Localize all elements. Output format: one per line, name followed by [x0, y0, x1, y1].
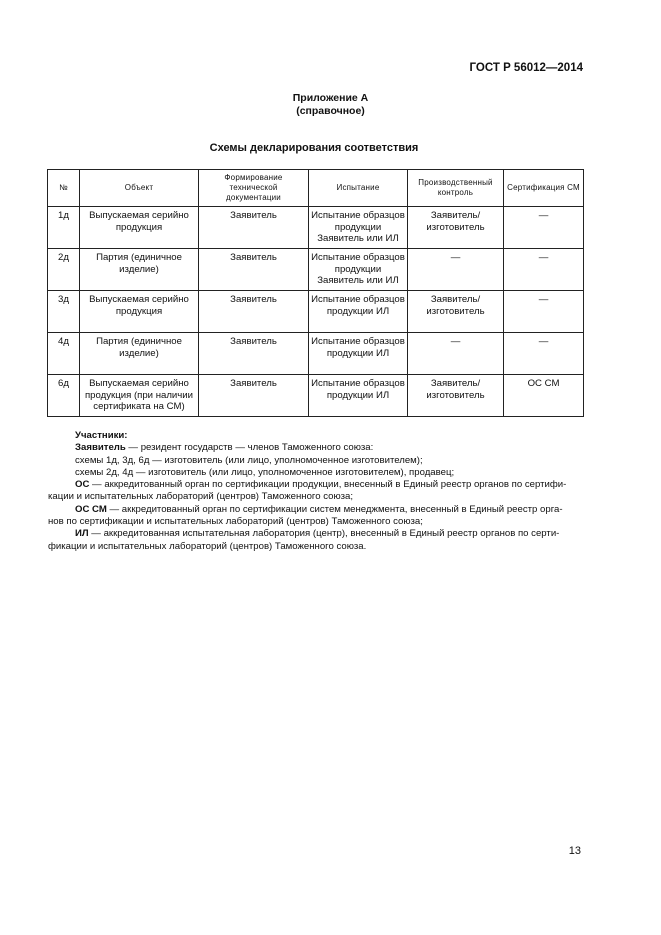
column-header-tech-docs: Формирование технической документации: [199, 170, 309, 207]
cell-production-control: Заявитель/ изготовитель: [408, 291, 504, 333]
applicant-def-text: — резидент государств — членов Таможенного союза:: [125, 442, 374, 454]
cell-sm-certification: —: [504, 333, 584, 375]
cell-testing: Испытание образцов продукции Заявитель или ИЛ: [309, 207, 408, 249]
column-header-object: Объект: [80, 170, 199, 207]
cell-production-control: —: [408, 249, 504, 291]
cell-object: Выпускаемая серийно продукция (при наличии сертификата на СМ): [80, 375, 199, 417]
cell-production-control: Заявитель/ изготовитель: [408, 375, 504, 417]
il-definition: [75, 528, 585, 540]
table-row: [48, 333, 584, 375]
cell-number: 2д: [48, 249, 80, 291]
column-header-number: №: [48, 170, 80, 207]
cell-number: 6д: [48, 375, 80, 417]
cell-tech-docs: Заявитель: [199, 333, 309, 375]
participants-notes: [48, 430, 585, 553]
scheme-line-1: схемы 1д, 3д, 6д — изготовитель (или лицо, уполномоченное изготовителем);: [75, 454, 423, 466]
table-row: [48, 249, 584, 291]
participants-heading: Участники:: [75, 430, 128, 441]
column-header-testing: Испытание: [309, 170, 408, 207]
cell-tech-docs: Заявитель: [199, 291, 309, 333]
table-row: [48, 207, 584, 249]
cell-testing: Испытание образцов продукции Заявитель или ИЛ: [309, 249, 408, 291]
cell-object: Выпускаемая серийно продукция: [80, 207, 199, 249]
cell-testing: Испытание образцов продукции ИЛ: [309, 291, 408, 333]
os-def-text: — аккредитованный орган по сертификации продукции, внесенный в Единый реестр органов по сертифи-: [89, 479, 567, 491]
cell-testing: Испытание образцов продукции ИЛ: [309, 333, 408, 375]
page-number: 13: [568, 845, 581, 857]
table-header-row: [48, 170, 584, 207]
declaration-schemes-table: [47, 169, 584, 417]
cell-production-control: Заявитель/ изготовитель: [408, 207, 504, 249]
cell-number: 4д: [48, 333, 80, 375]
cell-tech-docs: Заявитель: [199, 249, 309, 291]
applicant-definition: [75, 442, 585, 454]
cell-sm-certification: —: [504, 207, 584, 249]
il-def-text: — аккредитованная испытательная лаборатория (центр), внесенный в Единый реестр органов по серти-: [88, 528, 560, 540]
cell-tech-docs: Заявитель: [199, 207, 309, 249]
applicant-term: Заявитель: [75, 442, 126, 454]
scheme-line-2: схемы 2д, 4д — изготовитель (или лицо, уполномоченное изготовителем), продавец;: [75, 466, 455, 478]
annex-subtitle: (справочное): [296, 105, 365, 117]
table-row: [48, 375, 584, 417]
cell-object: Партия (единичное изделие): [80, 333, 199, 375]
ossm-definition: [75, 504, 585, 516]
table-title: Схемы декларирования соответствия: [209, 142, 419, 154]
os-def-continuation: кации и испытательных лабораторий (центров) Таможенного союза;: [48, 491, 354, 503]
cell-sm-certification: —: [504, 249, 584, 291]
os-term: ОС: [75, 479, 90, 491]
ossm-def-continuation: нов по сертификации и испытательных лабораторий (центров) Таможенного союза;: [48, 516, 423, 528]
column-header-sm-certification: Сертификация СМ: [504, 170, 584, 207]
ossm-term: ОС СМ: [75, 503, 107, 515]
cell-production-control: —: [408, 333, 504, 375]
cell-number: 1д: [48, 207, 80, 249]
table-row: [48, 291, 584, 333]
os-definition: [75, 479, 585, 491]
cell-number: 3д: [48, 291, 80, 333]
cell-testing: Испытание образцов продукции ИЛ: [309, 375, 408, 417]
annex-heading: [0, 92, 661, 118]
il-def-continuation: фикации и испытательных лабораторий (центров) Таможенного союза.: [48, 540, 367, 552]
column-header-production-control: Производственный контроль: [408, 170, 504, 207]
cell-sm-certification: ОС СМ: [504, 375, 584, 417]
document-code: ГОСТ Р 56012—2014: [469, 62, 583, 74]
cell-sm-certification: —: [504, 291, 584, 333]
cell-object: Партия (единичное изделие): [80, 249, 199, 291]
cell-tech-docs: Заявитель: [199, 375, 309, 417]
cell-object: Выпускаемая серийно продукция: [80, 291, 199, 333]
il-term: ИЛ: [75, 528, 89, 540]
annex-title: Приложение А: [292, 92, 369, 104]
ossm-def-text: — аккредитованный орган по сертификации систем менеджмента, внесенный в Единый реестр орга-: [106, 503, 563, 515]
